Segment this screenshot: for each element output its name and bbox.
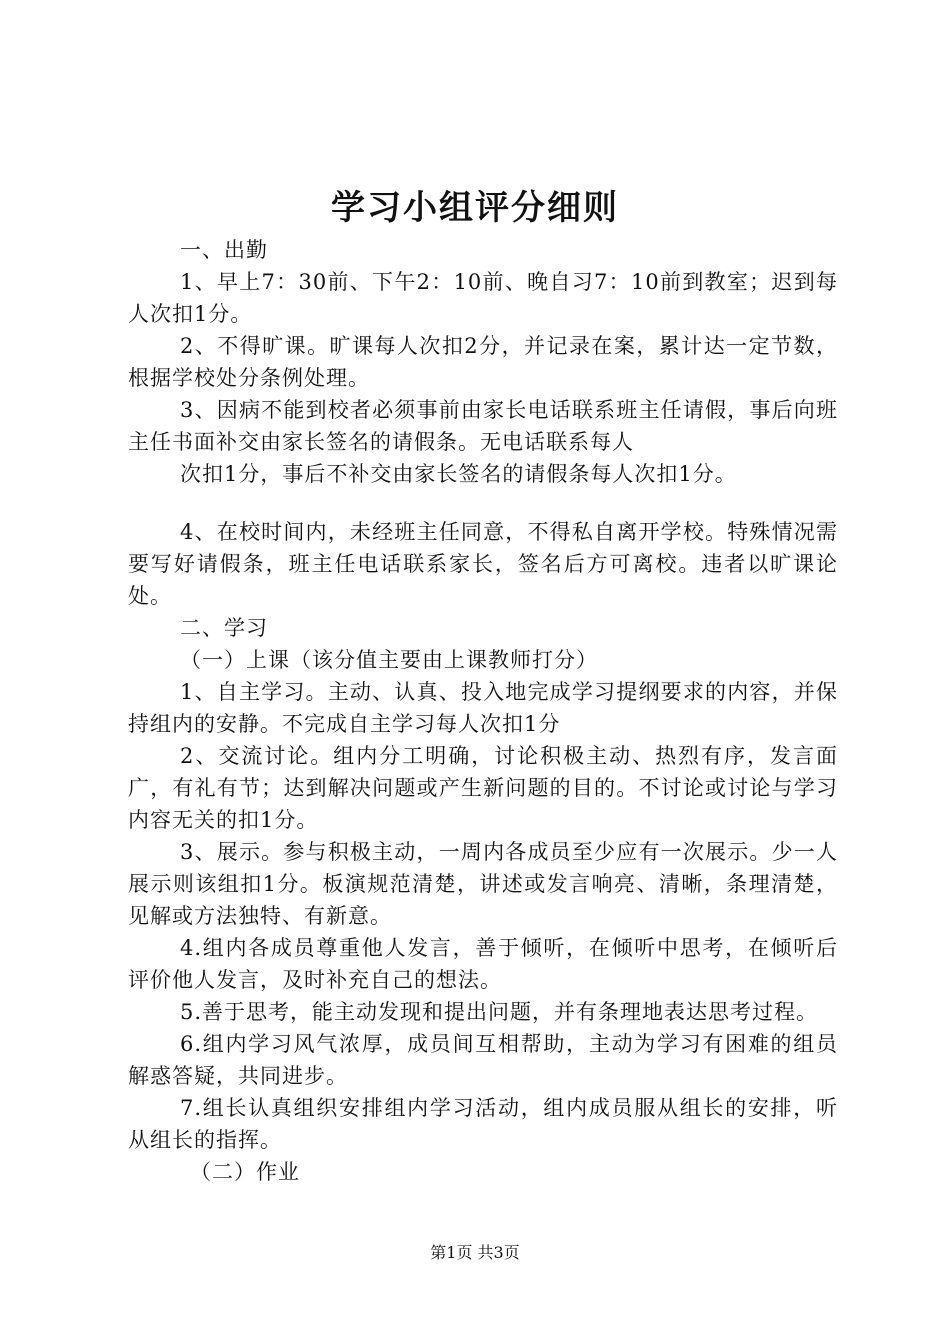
- section-heading-attendance: 一、出勤: [180, 238, 268, 262]
- page-footer: 第1页 共3页: [430, 1243, 520, 1262]
- paragraph: 2、交流讨论。组内分工明确，讨论积极主动、热烈有序，发言面广，有礼有节；达到解决问题或产生新问题的目的。不讨论或讨论与学习内容无关的扣1分。: [128, 744, 838, 832]
- paragraph: 6.组内学习风气浓厚，成员间互相帮助，主动为学习有困难的组员解惑答疑，共同进步。: [128, 1032, 838, 1088]
- paragraph: 次扣1分，事后不补交由家长签名的请假条每人次扣1分。: [180, 462, 737, 486]
- paragraph: 4、在校时间内，未经班主任同意，不得私自离开学校。特殊情况需要写好请假条，班主任电话联系家长，签名后方可离校。违者以旷课论处。: [128, 520, 838, 608]
- paragraph: 1、早上7：30前、下午2：10前、晚自习7：10前到教室；迟到每人次扣1分。: [128, 270, 838, 326]
- paragraph: 4.组内各成员尊重他人发言，善于倾听，在倾听中思考，在倾听后评价他人发言，及时补充自己的想法。: [128, 936, 838, 992]
- document-title: 学习小组评分细则: [331, 188, 619, 228]
- section-heading-study: 二、学习: [180, 616, 268, 640]
- blank-line: [128, 490, 838, 516]
- document-body: [128, 234, 838, 1188]
- paragraph: 3、展示。参与积极主动，一周内各成员至少应有一次展示。少一人展示则该组扣1分。板演规范清楚，讲述或发言响亮、清晰，条理清楚，见解或方法独特、有新意。: [128, 840, 838, 928]
- paragraph: 2、不得旷课。旷课每人次扣2分，并记录在案，累计达一定节数，根据学校处分条例处理。: [128, 334, 838, 390]
- paragraph: 1、自主学习。主动、认真、投入地完成学习提纲要求的内容，并保持组内的安静。不完成自主学习每人次扣1分: [128, 680, 838, 736]
- subsection-heading-homework: （二）作业: [190, 1160, 300, 1184]
- subsection-heading-class: （一）上课（该分值主要由上课教师打分）: [180, 648, 598, 672]
- paragraph: 5.善于思考，能主动发现和提出问题，并有条理地表达思考过程。: [180, 1000, 819, 1024]
- paragraph: 3、因病不能到校者必须事前由家长电话联系班主任请假，事后向班主任书面补交由家长签名的请假条。无电话联系每人: [128, 398, 838, 454]
- paragraph: 7.组长认真组织安排组内学习活动，组内成员服从组长的安排，听从组长的指挥。: [128, 1096, 838, 1152]
